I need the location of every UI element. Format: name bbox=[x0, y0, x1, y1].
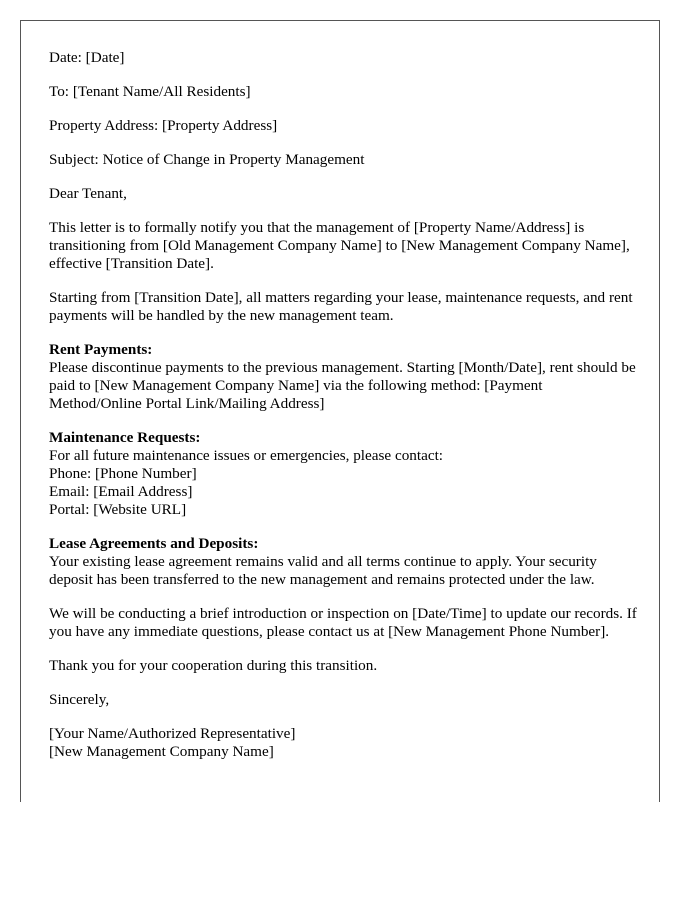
matters-paragraph: Starting from [Transition Date], all matters regarding your lease, maintenance requests, and rent payments will be handled by the new management team. bbox=[49, 289, 633, 324]
maintenance-email: Email: [Email Address] bbox=[49, 483, 193, 500]
maintenance-intro: For all future maintenance issues or emergencies, please contact: bbox=[49, 447, 444, 464]
rent-heading: Rent Payments: bbox=[49, 341, 153, 358]
maintenance-heading: Maintenance Requests: bbox=[49, 429, 201, 446]
inspection-paragraph: We will be conducting a brief introduction or inspection on [Date/Time] to update our records. If you have any immediate questions, please contact us at [New Management Phone Number]. bbox=[49, 605, 637, 640]
rent-text: Please discontinue payments to the previous management. Starting [Month/Date], rent should be paid to [New Management Company Name] via the following method: [Payment Method/Online Portal Link/Mailing Address] bbox=[49, 359, 636, 412]
maintenance-section bbox=[49, 429, 639, 519]
thanks-paragraph: Thank you for your cooperation during this transition. bbox=[49, 657, 378, 674]
signature-block bbox=[49, 725, 639, 761]
signature-name: [Your Name/Authorized Representative] bbox=[49, 725, 296, 742]
salutation: Dear Tenant, bbox=[49, 185, 127, 202]
letter-body bbox=[49, 49, 639, 777]
lease-heading: Lease Agreements and Deposits: bbox=[49, 535, 259, 552]
closing: Sincerely, bbox=[49, 691, 110, 708]
date-line: Date: [Date] bbox=[49, 49, 125, 66]
maintenance-phone: Phone: [Phone Number] bbox=[49, 465, 197, 482]
rent-section bbox=[49, 341, 639, 413]
maintenance-portal: Portal: [Website URL] bbox=[49, 501, 187, 518]
signature-company: [New Management Company Name] bbox=[49, 743, 274, 760]
lease-section bbox=[49, 535, 639, 589]
intro-paragraph: This letter is to formally notify you that the management of [Property Name/Address] is transitioning from [Old Management Company Name] to [New Management Company Name], effective [Transition Date]. bbox=[49, 219, 630, 272]
subject-line: Subject: Notice of Change in Property Management bbox=[49, 151, 365, 168]
lease-text: Your existing lease agreement remains valid and all terms continue to apply. Your security deposit has been transferred to the new management and remains protected under the law. bbox=[49, 553, 597, 588]
property-address-line: Property Address: [Property Address] bbox=[49, 117, 278, 134]
letter-page bbox=[20, 20, 660, 802]
to-line: To: [Tenant Name/All Residents] bbox=[49, 83, 251, 100]
